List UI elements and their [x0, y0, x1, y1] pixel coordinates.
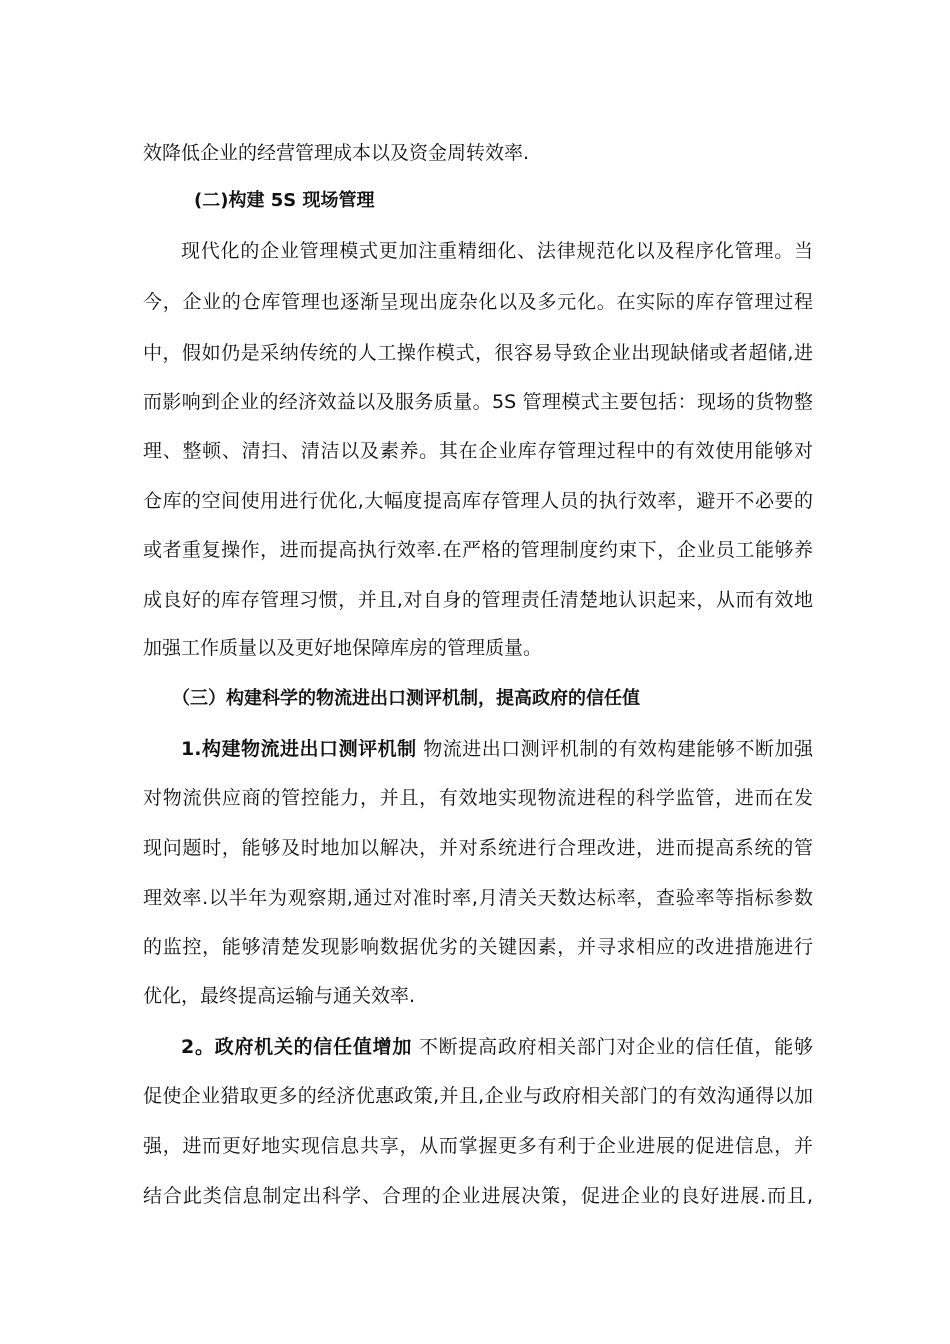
paragraph-line: 促使企业猎取更多的经济优惠政策,并且,企业与政府相关部门的有效沟通得以加: [143, 1085, 813, 1107]
paragraph-line: 的监控，能够清楚发现影响数据优劣的关键因素，并寻求相应的改进措施进行: [143, 936, 813, 958]
paragraph-line: 强，进而更好地实现信息共享，从而掌握更多有利于企业进展的促进信息，并: [143, 1135, 813, 1157]
paragraph-line: 今，企业的仓库管理也逐渐呈现出庞杂化以及多元化。在实际的库存管理过程: [143, 291, 813, 313]
paragraph-line: 而影响到企业的经济效益以及服务质量。5S 管理模式主要包括：现场的货物整: [143, 391, 813, 413]
paragraph-line: [181, 1034, 813, 1060]
paragraph-line: 优化，最终提高运输与通关效率.: [143, 985, 416, 1007]
subsection-title-1: 1.构建物流进出口测评机制: [181, 738, 417, 760]
paragraph-line: 理、整顿、清扫、清洁以及素养。其在企业库存管理过程中的有效使用能够对: [143, 440, 813, 462]
paragraph-line: 现问题时，能够及时地加以解决，并对系统进行合理改进，进而提高系统的管: [143, 837, 813, 859]
paragraph-line: 结合此类信息制定出科学、合理的企业进展决策，促进企业的良好进展.而且,: [143, 1185, 813, 1207]
subsection-title-2: 2。政府机关的信任值增加: [181, 1036, 413, 1058]
section-heading-3: （三）构建科学的物流进出口测评机制，提高政府的信任值: [172, 688, 640, 709]
paragraph-line: 对物流供应商的管控能力，并且，有效地实现物流进程的科学监管，进而在发: [143, 787, 813, 809]
paragraph-line: 效降低企业的经营管理成本以及资金周转效率.: [143, 142, 530, 164]
paragraph-line: 中，假如仍是采纳传统的人工操作模式，很容易导致企业出现缺储或者超储,进: [143, 342, 813, 364]
paragraph-line: 或者重复操作，进而提高执行效率.在严格的管理制度约束下，企业员工能够养: [143, 539, 813, 561]
paragraph-line: 成良好的库存管理习惯，并且,对自身的管理责任清楚地认识起来，从而有效地: [143, 589, 813, 611]
section-heading-2: (二)构建 5S 现场管理: [194, 190, 375, 211]
paragraph-line: [181, 736, 813, 762]
paragraph-line: 仓库的空间使用进行优化,大幅度提高库存管理人员的执行效率，避开不必要的: [143, 490, 813, 512]
paragraph-line: 理效率.以半年为观察期,通过对准时率,月清关天数达标率，查验率等指标参数: [143, 887, 813, 909]
paragraph-text: 物流进出口测评机制的有效构建能够不断加强: [416, 738, 813, 760]
paragraph-text: 不断提高政府相关部门对企业的信任值，能够: [412, 1036, 813, 1058]
paragraph-line: 现代化的企业管理模式更加注重精细化、法律规范化以及程序化管理。当: [181, 240, 813, 262]
paragraph-line: 加强工作质量以及更好地保障库房的管理质量。: [143, 637, 543, 659]
